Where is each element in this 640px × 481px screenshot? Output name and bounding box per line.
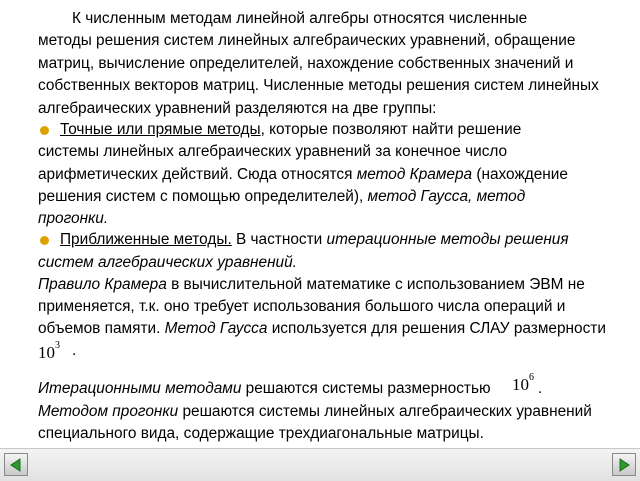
paragraph-1-line-3: матриц, вычисление определителей, нахождение собственных значений и [38, 55, 574, 72]
iterative-methods-term-2: Итерационными методами [38, 380, 242, 397]
bullet-marker-2 [40, 236, 49, 245]
kramer-line-3-tail: используется для решения СЛАУ размерности [267, 320, 606, 337]
gauss-method-term-2: Метод Гаусса [164, 320, 268, 337]
bullet-1-line-3-text: арифметических действий. Сюда относятся [38, 166, 357, 183]
bullet-1-line-5: прогонки. [38, 210, 109, 227]
math-exponent-1: 3 [55, 340, 60, 352]
bullet-1-label: Точные или прямые методы [60, 121, 261, 138]
kramer-method-term: метод Крамера [356, 166, 473, 183]
paragraph-1-line-2: методы решения систем линейных алгебраических уравнений, обращение [38, 32, 576, 49]
progonka-line-1-text: решаются системы линейных алгебраических уравнений [178, 403, 592, 420]
bullet-1-line-3-tail: (нахождение [472, 166, 568, 183]
paragraph-1-line-5: алгебраических уравнений разделяются на две группы: [38, 100, 437, 117]
bullet-2-line-1 [60, 229, 640, 252]
gauss-method-term: метод Гаусса, метод [367, 188, 526, 205]
kramer-line-2: применяется, т.к. оно требует использования большого числа операций и [38, 298, 566, 315]
math-base-2: 10 [512, 375, 529, 394]
bullet-marker-1 [40, 126, 49, 135]
bullet-1-line-2: системы линейных алгебраических уравнений за конечное число [38, 143, 508, 160]
iter-line-text: решаются системы размерностью [241, 380, 491, 397]
progonka-line-2: специального вида, содержащие трехдиагональные матрицы. [38, 425, 484, 442]
iter-tail-dot: . [538, 380, 543, 397]
kramer-line-3-text: объемов памяти. [38, 320, 165, 337]
prev-slide-button[interactable] [4, 453, 28, 476]
math-base-1: 10 [38, 343, 55, 362]
bullet-2-label: Приближенные методы. [60, 231, 232, 248]
bullet-1-line-4 [38, 186, 630, 209]
bullet-1-line-4-text: решения систем с помощью определителей), [38, 188, 368, 205]
arrow-right-icon [616, 457, 632, 473]
progonka-method-term: Методом прогонки [38, 403, 179, 420]
math-ten-power-six [512, 372, 534, 395]
progonka-line-1 [38, 401, 630, 424]
arrow-left-icon [8, 457, 24, 473]
paragraph-1-line-1: К численным методам линейной алгебры относятся численные [72, 10, 528, 27]
bullet-2-line-2: систем алгебраических уравнений. [38, 254, 297, 271]
kramer-rule-term: Правило Крамера [38, 276, 167, 293]
bullet-2-text: В частности [231, 231, 327, 248]
next-slide-button[interactable] [612, 453, 636, 476]
math-exponent-2: 6 [529, 372, 534, 384]
bullet-1-text: , которые позволяют найти решение [260, 121, 522, 138]
bullet-1-line-3 [38, 164, 630, 187]
bullet-1-line-1 [60, 119, 640, 142]
kramer-line-1-text: в вычислительной математике с использованием ЭВМ не [166, 276, 585, 293]
kramer-line-1 [38, 274, 630, 297]
slide-navigation-bar [0, 448, 640, 481]
paragraph-1-line-4: собственных векторов матриц. Численные методы решения систем линейных [38, 77, 599, 94]
iterative-methods-term: итерационные методы решения [326, 231, 569, 248]
kramer-line-3 [38, 318, 630, 341]
math-ten-power-three [38, 340, 60, 363]
kramer-tail-dot: . [72, 342, 77, 359]
